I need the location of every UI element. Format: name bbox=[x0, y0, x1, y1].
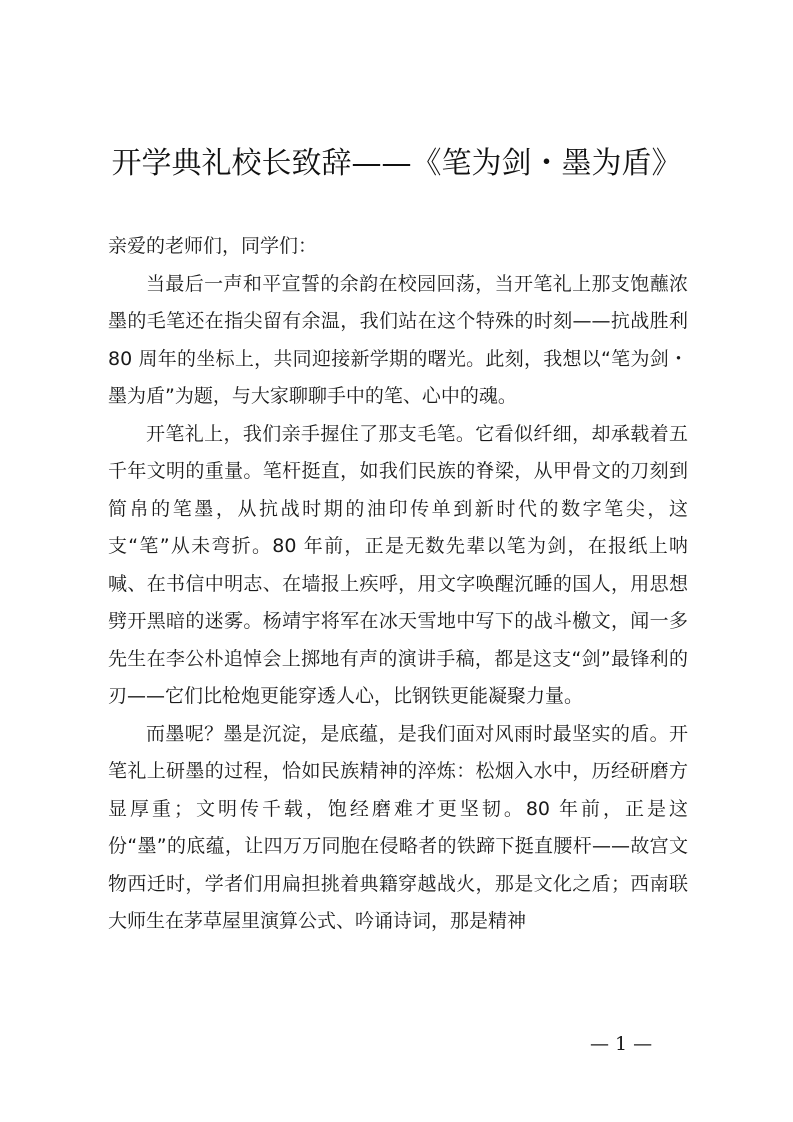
page-number: — 1 — bbox=[590, 1033, 653, 1055]
document-title: 开学典礼校长致辞——《笔为剑・墨为盾》 bbox=[111, 146, 682, 181]
paragraph-3: 而墨呢？墨是沉淀，是底蕴，是我们面对风雨时最坚实的盾。开笔礼上研墨的过程，恰如民族精神的淬炼：松烟入水中，历经研磨方显厚重；文明传千载，饱经磨难才更坚韧。80 年前，正是这份“墨”的底蕴，让四万万同胞在侵略者的铁蹄下挺直腰杆——故宫文物西迁时，学者们用扁担挑着典籍穿越战火，那是文化之盾；西南联大师生在茅草屋里演算公式、吟诵诗词，那是精神 bbox=[108, 722, 688, 932]
paragraph-1: 当最后一声和平宣誓的余韵在校园回荡，当开笔礼上那支饱蘸浓墨的毛笔还在指尖留有余温，我们站在这个特殊的时刻——抗战胜利 80 周年的坐标上，共同迎接新学期的曙光。此刻，我想以“笔为剑・墨为盾”为题，与大家聊聊手中的笔、心中的魂。 bbox=[108, 272, 688, 407]
document-body bbox=[108, 228, 688, 941]
salutation: 亲爱的老师们，同学们： bbox=[108, 235, 318, 257]
paragraph-2: 开笔礼上，我们亲手握住了那支毛笔。它看似纤细，却承载着五千年文明的重量。笔杆挺直，如我们民族的脊梁，从甲骨文的刀刻到简帛的笔墨，从抗战时期的油印传单到新时代的数字笔尖，这支“笔”从未弯折。80 年前，正是无数先辈以笔为剑，在报纸上呐喊、在书信中明志、在墙报上疾呼，用文字唤醒沉睡的国人，用思想劈开黑暗的迷雾。杨靖宇将军在冰天雪地中写下的战斗檄文，闻一多先生在李公朴追悼会上掷地有声的演讲手稿，都是这支“剑”最锋利的刃——它们比枪炮更能穿透人心，比钢铁更能凝聚力量。 bbox=[108, 422, 688, 707]
